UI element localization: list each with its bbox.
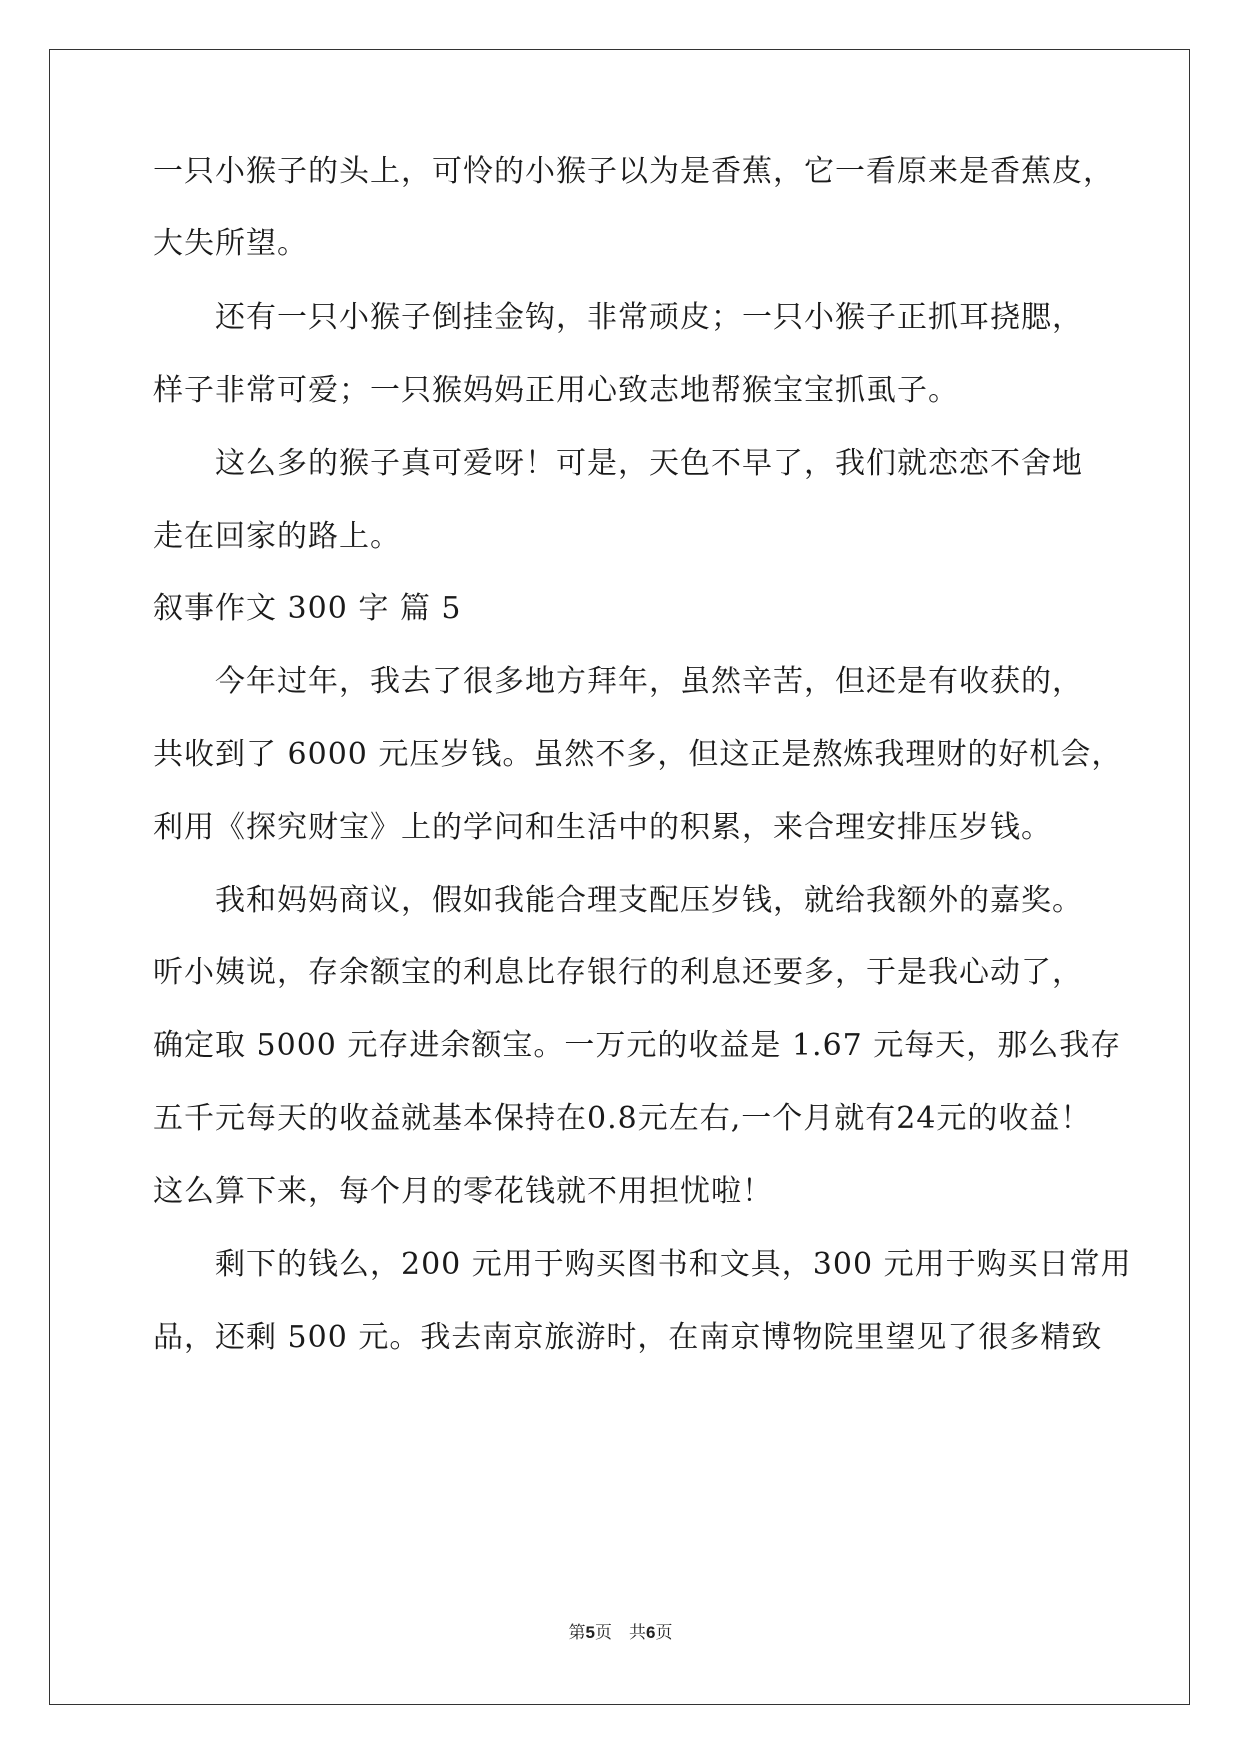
- text-line: 这么多的猴子真可爱呀！可是，天色不早了，我们就恋恋不舍地: [215, 446, 1083, 481]
- footer-prefix: 第: [568, 1623, 586, 1643]
- total-pages-number: 6: [646, 1623, 656, 1642]
- text-line: 确定取 5000 元存进余额宝。一万元的收益是 1.67 元每天，那么我存: [153, 1028, 1122, 1063]
- text-line: 我和妈妈商议，假如我能合理支配压岁钱，就给我额外的嘉奖。: [215, 883, 1083, 918]
- text-line: 走在回家的路上。: [153, 519, 401, 554]
- text-line: 大失所望。: [153, 226, 308, 261]
- section-heading: 叙事作文 300 字 篇 5: [153, 591, 462, 626]
- text-line: 利用《探究财宝》上的学问和生活中的积累，来合理安排压岁钱。: [153, 810, 1052, 845]
- page-footer: [0, 1618, 1241, 1643]
- text-line: 今年过年，我去了很多地方拜年，虽然辛苦，但还是有收获的，: [215, 664, 1083, 699]
- text-line: 剩下的钱么，200 元用于购买图书和文具，300 元用于购买日常用: [215, 1247, 1132, 1282]
- text-line: 这么算下来，每个月的零花钱就不用担忧啦！: [153, 1174, 773, 1209]
- footer-middle: 页 共: [595, 1623, 646, 1643]
- text-line: 品，还剩 500 元。我去南京旅游时，在南京博物院里望见了很多精致: [153, 1320, 1103, 1355]
- text-line: 一只小猴子的头上，可怜的小猴子以为是香蕉，它一看原来是香蕉皮，: [153, 154, 1114, 189]
- text-line: 听小姨说，存余额宝的利息比存银行的利息还要多，于是我心动了，: [153, 955, 1083, 990]
- text-line: 五千元每天的收益就基本保持在0.8元左右,一个月就有24元的收益！: [153, 1101, 1092, 1136]
- text-line: 样子非常可爱；一只猴妈妈正用心致志地帮猴宝宝抓虱子。: [153, 373, 959, 408]
- text-line: 共收到了 6000 元压岁钱。虽然不多，但这正是熬炼我理财的好机会，: [153, 737, 1123, 772]
- current-page-number: 5: [585, 1623, 595, 1642]
- text-line: 还有一只小猴子倒挂金钩，非常顽皮；一只小猴子正抓耳挠腮，: [215, 300, 1083, 335]
- footer-suffix: 页: [655, 1623, 673, 1643]
